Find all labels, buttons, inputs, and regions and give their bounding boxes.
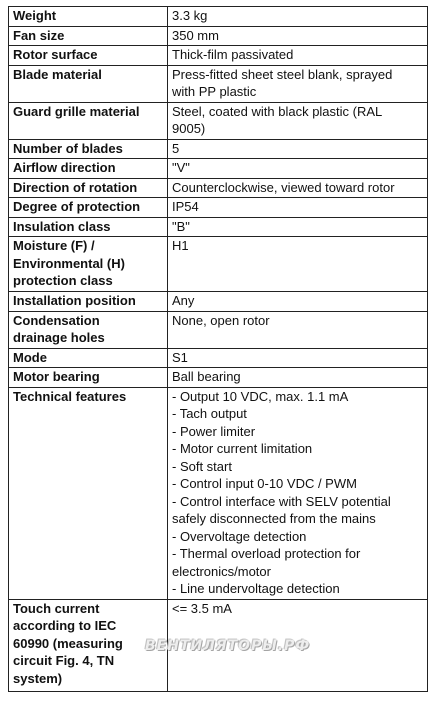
spec-value-line: 5	[172, 140, 180, 156]
spec-value	[168, 198, 428, 218]
spec-value-line: Thick-film passivated	[172, 47, 294, 62]
spec-row	[9, 139, 428, 159]
spec-value-line: None, open rotor	[172, 312, 270, 328]
spec-label	[9, 178, 168, 198]
spec-label	[9, 217, 168, 237]
spec-label-line: Degree of protection	[13, 199, 141, 214]
spec-row	[9, 387, 428, 599]
spec-label	[9, 368, 168, 388]
spec-row	[9, 217, 428, 237]
spec-label-line: Condensation	[13, 312, 100, 328]
spec-label-line: drainage holes	[13, 330, 105, 345]
spec-value-line: 350 mm	[172, 27, 219, 43]
spec-label-line: according to IEC	[13, 618, 117, 633]
spec-value-line: with PP plastic	[172, 84, 257, 99]
spec-label	[9, 65, 168, 102]
spec-label-line: Moisture (F) /	[13, 238, 95, 253]
spec-value	[168, 7, 428, 27]
spec-label-line: Direction of rotation	[13, 179, 138, 195]
spec-row	[9, 159, 428, 179]
spec-value	[168, 139, 428, 159]
spec-value-line: Ball bearing	[172, 369, 241, 384]
spec-value	[168, 159, 428, 179]
spec-label-line: Environmental (H)	[13, 255, 125, 271]
spec-value-line: - Output 10 VDC, max. 1.1 mA	[172, 388, 349, 404]
spec-row	[9, 7, 428, 27]
spec-row	[9, 46, 428, 66]
spec-label-line: Airflow direction	[13, 160, 116, 175]
spec-label	[9, 599, 168, 691]
spec-label-line: Touch current	[13, 600, 100, 616]
spec-label-line: Weight	[13, 8, 57, 23]
spec-value-line: - Overvoltage detection	[172, 528, 307, 544]
spec-label-line: circuit Fig. 4, TN	[13, 653, 115, 668]
spec-label-line: Number of blades	[13, 140, 123, 156]
spec-label-line: Motor bearing	[13, 369, 100, 384]
spec-value-line: 9005)	[172, 121, 206, 136]
spec-value	[168, 311, 428, 348]
spec-value-line: - Power limiter	[172, 423, 256, 439]
spec-label	[9, 7, 168, 27]
spec-label	[9, 292, 168, 312]
spec-value-line: electronics/motor	[172, 563, 271, 579]
spec-value	[168, 102, 428, 139]
spec-value-line: "V"	[172, 160, 190, 175]
spec-label	[9, 26, 168, 46]
spec-value-line: safely disconnected from the mains	[172, 511, 376, 526]
spec-row	[9, 368, 428, 388]
spec-label-line: system)	[13, 670, 63, 686]
spec-row	[9, 26, 428, 46]
spec-value	[168, 178, 428, 198]
spec-row	[9, 65, 428, 102]
spec-label-line: Fan size	[13, 27, 65, 43]
spec-label-line: Installation position	[13, 293, 136, 308]
spec-label	[9, 102, 168, 139]
spec-label	[9, 159, 168, 179]
spec-value-line: - Control interface with SELV potential	[172, 493, 391, 509]
spec-value	[168, 348, 428, 368]
spec-value-line: H1	[172, 238, 189, 253]
spec-row	[9, 102, 428, 139]
spec-label	[9, 387, 168, 599]
spec-row	[9, 237, 428, 292]
spec-value-line: - Control input 0-10 VDC / PWM	[172, 476, 357, 491]
spec-label-line: Technical features	[13, 388, 127, 404]
watermark: ВЕНТИЛЯТОРЫ.РФ	[145, 638, 311, 654]
spec-row	[9, 198, 428, 218]
spec-value-line: - Thermal overload protection for	[172, 546, 361, 561]
spec-label-line: Mode	[13, 349, 47, 365]
spec-label-line: protection class	[13, 273, 113, 288]
spec-label	[9, 46, 168, 66]
spec-value	[168, 46, 428, 66]
spec-label-line: Blade material	[13, 66, 102, 82]
spec-value-line: Steel, coated with black plastic (RAL	[172, 103, 383, 119]
spec-value	[168, 65, 428, 102]
spec-label	[9, 139, 168, 159]
spec-label-line: Insulation class	[13, 218, 111, 234]
spec-value-line: <= 3.5 mA	[172, 600, 232, 616]
spec-value-line: Any	[172, 293, 195, 308]
spec-label-line: 60990 (measuring	[13, 635, 123, 651]
spec-value	[168, 292, 428, 312]
spec-label	[9, 311, 168, 348]
spec-value	[168, 217, 428, 237]
spec-label	[9, 237, 168, 292]
spec-label	[9, 348, 168, 368]
spec-row	[9, 178, 428, 198]
spec-value-line: 3.3 kg	[172, 8, 208, 23]
spec-row	[9, 348, 428, 368]
spec-value-line: - Tach output	[172, 406, 247, 421]
spec-value	[168, 26, 428, 46]
specifications-table	[8, 6, 428, 692]
spec-value	[168, 237, 428, 292]
spec-label	[9, 198, 168, 218]
spec-label-line: Guard grille material	[13, 103, 140, 119]
spec-row	[9, 311, 428, 348]
spec-value	[168, 387, 428, 599]
spec-value-line: - Line undervoltage detection	[172, 581, 340, 596]
specifications-table-body	[9, 7, 428, 692]
spec-value-line: - Soft start	[172, 458, 232, 474]
spec-value-line: IP54	[172, 199, 199, 214]
spec-label-line: Rotor surface	[13, 47, 98, 62]
spec-value-line: S1	[172, 349, 188, 365]
spec-row	[9, 292, 428, 312]
spec-value-line: Press-fitted sheet steel blank, sprayed	[172, 66, 393, 82]
spec-value	[168, 368, 428, 388]
spec-value-line: - Motor current limitation	[172, 441, 313, 456]
spec-value-line: Counterclockwise, viewed toward rotor	[172, 179, 395, 195]
spec-value-line: "B"	[172, 218, 190, 234]
